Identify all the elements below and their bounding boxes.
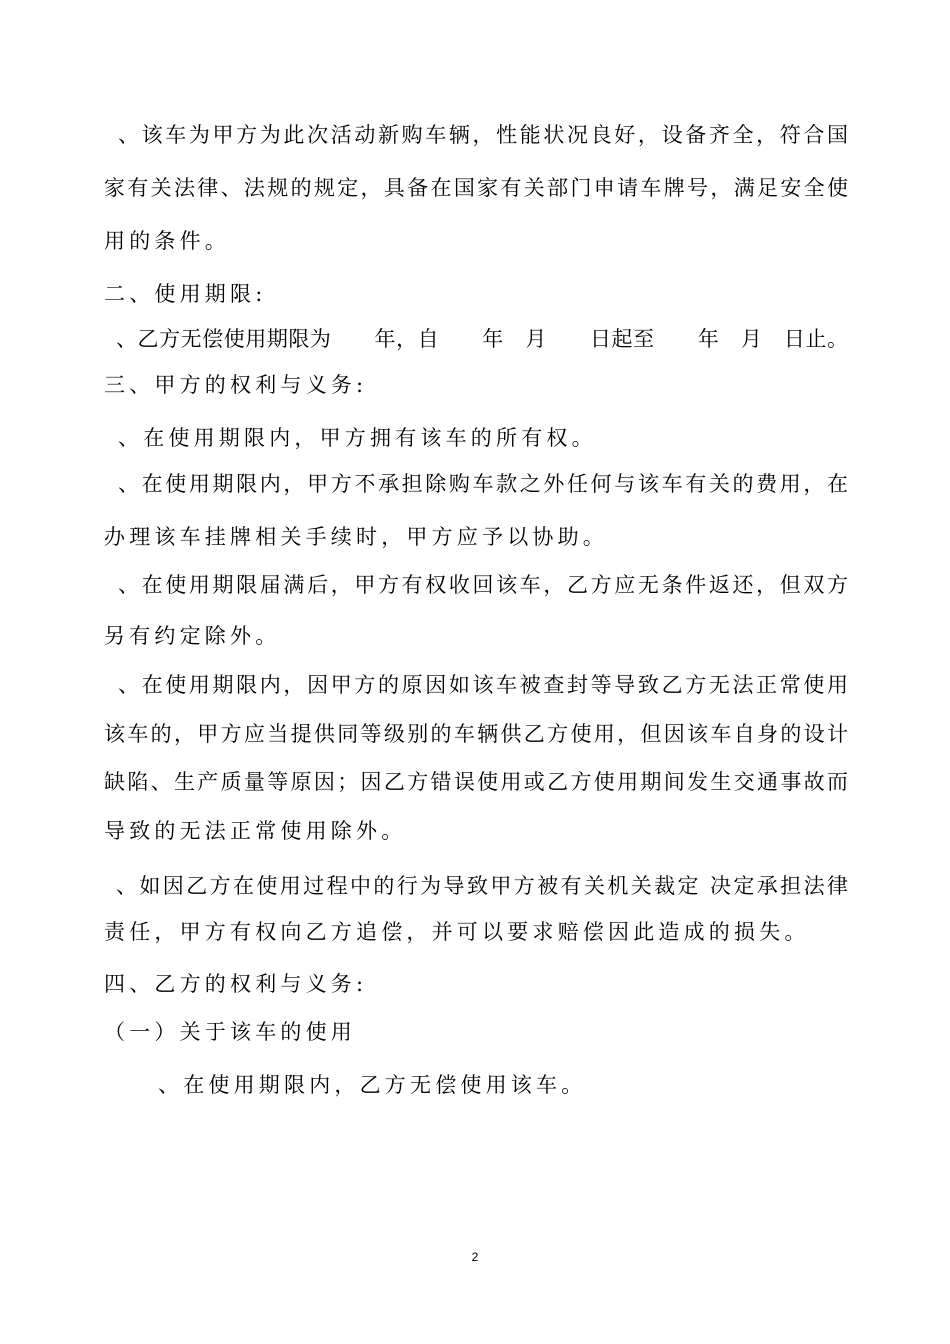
paragraph-line: 、在使用期限届满后，甲方有权收回该车，乙方应无条件返还，但双方 (118, 573, 848, 597)
section-heading: 三、甲方的权利与义务: (104, 373, 368, 397)
paragraph-line: 、在使用期限内，甲方不承担除购车款之外任何与该车有关的费用，在 (118, 472, 848, 496)
paragraph-line: 导致的无法正常使用除外。 (104, 819, 407, 843)
paragraph-line: 、如因乙方在使用过程中的行为导致甲方被有关机关裁定 决定承担法律 (116, 874, 848, 898)
paragraph-line: 办理该车挂牌相关手续时，甲方应予以协助。 (104, 525, 608, 549)
paragraph-line: 用的条件。 (104, 229, 230, 253)
section-heading: 四、乙方的权利与义务: (104, 972, 368, 996)
paragraph-line: 另有约定除外。 (104, 624, 281, 648)
paragraph-line: 、在使用期限内，乙方无偿使用该车。 (158, 1073, 587, 1097)
paragraph-line: 、乙方无偿使用期限为 年，自 年 月 日起至 年 月 日止。 (116, 327, 848, 351)
section-heading: 二、使用期限: (104, 282, 267, 306)
paragraph-line: 责任，甲方有权向乙方追偿，并可以要求赔偿因此造成的损失。 (104, 920, 810, 944)
paragraph-line: 、在使用期限内，因甲方的原因如该车被查封等导致乙方无法正常使用 (118, 673, 848, 697)
paragraph-line: 、在使用期限内，甲方拥有该车的所有权。 (118, 426, 597, 450)
page-number: 2 (471, 1250, 479, 1264)
paragraph-line: 、该车为甲方为此次活动新购车辆，性能状况良好，设备齐全，符合国 (118, 123, 848, 147)
paragraph-line: 该车的，甲方应当提供同等级别的车辆供乙方使用，但因该车自身的设计 (104, 722, 848, 746)
subsection-heading: （一）关于该车的使用 (104, 1020, 356, 1044)
paragraph-line: 缺陷、生产质量等原因；因乙方错误使用或乙方使用期间发生交通事故而 (104, 770, 848, 794)
paragraph-line: 家有关法律、法规的规定，具备在国家有关部门申请车牌号，满足安全使 (104, 176, 848, 200)
